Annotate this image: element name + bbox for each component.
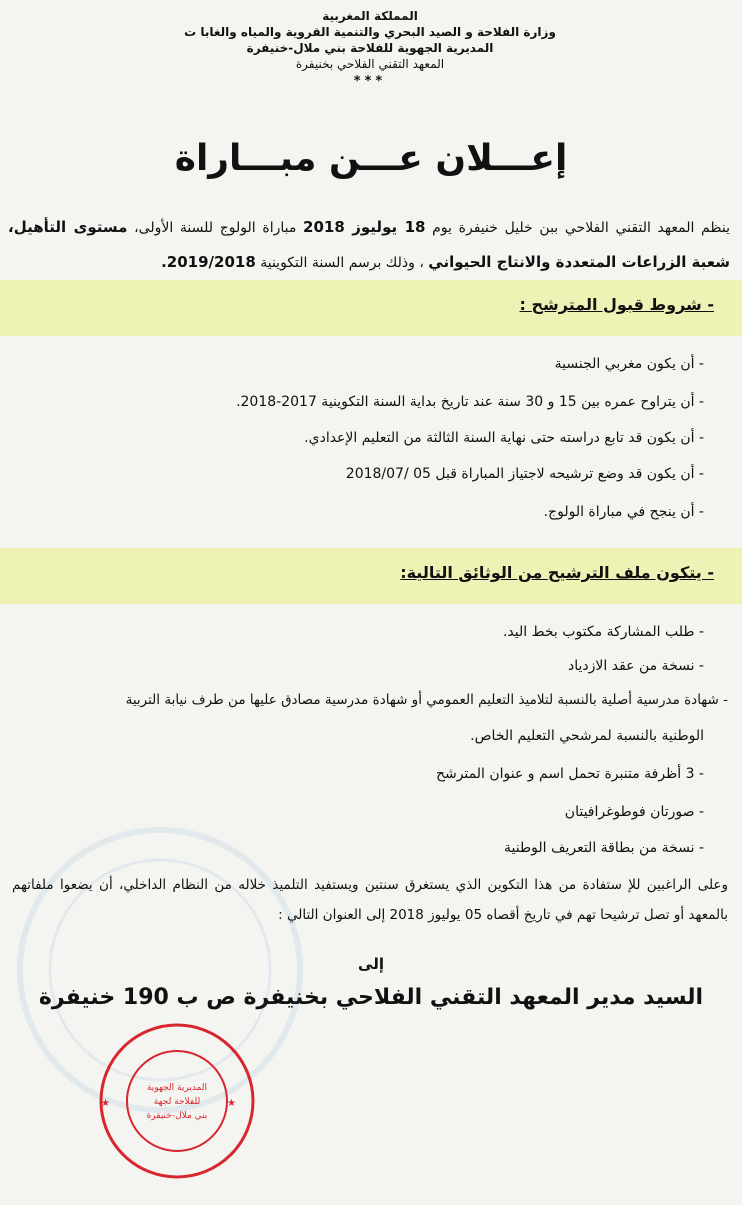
intro-part2: مباراة الولوج للسنة الأولى،: [134, 220, 297, 236]
section-heading-documents: - يتكون ملف الترشيح من الوثائق التالية:: [400, 563, 714, 582]
condition-item: - أن ينجح في مباراة الولوج.: [543, 504, 704, 520]
document-item-continued: الوطنية بالنسبة لمرشحي التعليم الخاص.: [470, 728, 704, 744]
section-heading-conditions: - شروط قبول المترشح :: [519, 295, 714, 314]
document-item: - نسخة من بطاقة التعريف الوطنية: [504, 840, 704, 856]
section-band-documents: [0, 548, 742, 604]
closing-paragraph: وعلى الراغبين للإ ستفادة من هذا التكوين الذي يستغرق سنتين ويستفيد التلميذ خلاله من النظام الداخلي، أن يضعوا ملفاتهم بالمعهد أو تصل ترشيحا تهم في تاريخ أقصاه 05 يوليوز 2018 إلى العنوان التالي :: [12, 877, 728, 923]
document-item: - صورتان فوطوغرافيتان: [564, 804, 704, 820]
intro-date: 18 يوليوز 2018: [303, 218, 426, 236]
official-stamp: [96, 1020, 258, 1182]
svg-text:★: ★: [227, 1098, 236, 1109]
header-institute: المعهد التقني الفلاحي بخنيفرة: [295, 57, 445, 71]
to-label: إلى: [358, 955, 384, 973]
stamp-line-1: المديرية الجهوية: [146, 1083, 208, 1093]
condition-item: - أن يكون قد وضع ترشيحه لاجتياز المباراة قبل 05 /2018/07: [345, 466, 704, 482]
document-item: - نسخة من عقد الازدياد: [568, 658, 704, 674]
header-stars: ***: [353, 74, 387, 89]
address-line: السيد مدير المعهد التقني الفلاحي بخنيفرة ص ب 190 خنيفرة: [38, 985, 704, 1010]
intro-part3: ، وذلك برسم السنة التكوينية: [260, 255, 424, 271]
section-band-conditions: [0, 280, 742, 336]
condition-item: - أن يكون مغربي الجنسية: [554, 356, 704, 372]
header-kingdom: المملكة المغربية: [322, 9, 418, 23]
document-item: - طلب المشاركة مكتوب بخط اليد.: [502, 624, 704, 640]
document-item: - شهادة مدرسية أصلية بالنسبة لتلاميذ التعليم العمومي أو شهادة مدرسية مصادق عليها من طرف نيابة التربية: [125, 692, 728, 708]
intro-part1: ينظم المعهد التقني الفلاحي ببن خليل خنيفرة يوم: [432, 220, 730, 236]
document-item: - 3 أظرفة متنبرة تحمل اسم و عنوان المترشح: [435, 766, 704, 782]
header-directorate: المديرية الجهوية للفلاحة بني ملال-خنيفرة: [246, 41, 494, 55]
stamp-line-2: للفلاحة لجهة: [153, 1097, 201, 1107]
header-ministry: وزارة الفلاحة و الصيد البحري والتنمية القروية والمياه والغابا ت: [184, 25, 556, 39]
intro-level: مستوى التأهيل، شعبة الزراعات المتعددة والانتاج الحيواني: [8, 218, 730, 271]
page-title: إعـــلان عـــن مبـــاراة: [174, 138, 568, 179]
document-header: [150, 8, 590, 90]
svg-text:★: ★: [101, 1098, 110, 1109]
condition-item: - أن يتراوح عمره بين 15 و 30 سنة عند تاريخ بداية السنة التكوينية 2017-2018.: [236, 394, 704, 410]
intro-paragraph: [8, 210, 730, 280]
condition-item: - أن يكون قد تابع دراسته حتى نهاية السنة الثالثة من التعليم الإعدادي.: [304, 430, 704, 446]
stamp-line-3: بني ملال-خنيفرة: [146, 1111, 208, 1121]
intro-year: 2019/2018.: [161, 253, 256, 271]
